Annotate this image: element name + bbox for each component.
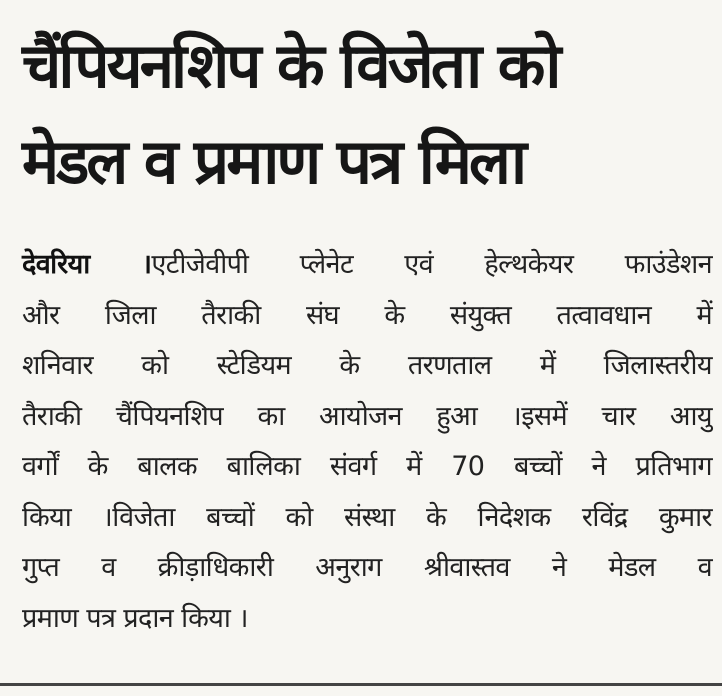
- body-line-8: प्रमाण पत्र प्रदान किया ।: [22, 602, 248, 634]
- body-line-6: किया ।विजेता बच्चों को संस्था के निदेशक रविंद्र कुमार: [22, 501, 712, 533]
- dateline: देवरिया ।: [22, 249, 152, 280]
- body-line-7: गुप्त व क्रीड़ाधिकारी अनुराग श्रीवास्तव ने मेडल व: [22, 552, 712, 583]
- headline-line-1: चैंपियनशिप के विजेता को: [22, 29, 559, 102]
- bottom-divider: [0, 683, 722, 686]
- body-line-1-text: एटीजेवीपी प्लेनेट एवं हेल्थकेयर फाउंडेशन: [151, 249, 712, 280]
- body-line-3: शनिवार को स्टेडियम के तरणताल में जिलास्तरीय: [22, 350, 712, 381]
- article-headline: [22, 18, 712, 210]
- body-line-2: और जिला तैराकी संघ के संयुक्त तत्वावधान में: [22, 299, 712, 331]
- article-body: [22, 240, 712, 644]
- body-line-4: तैराकी चैंपियनशिप का आयोजन हुआ ।इसमें चार आयु: [22, 400, 712, 432]
- body-line-1: [22, 240, 712, 291]
- headline-line-2: मेडल व प्रमाण पत्र मिला: [22, 125, 525, 198]
- body-line-5: वर्गों के बालक बालिका संवर्ग में 70 बच्चों ने प्रतिभाग: [22, 451, 712, 482]
